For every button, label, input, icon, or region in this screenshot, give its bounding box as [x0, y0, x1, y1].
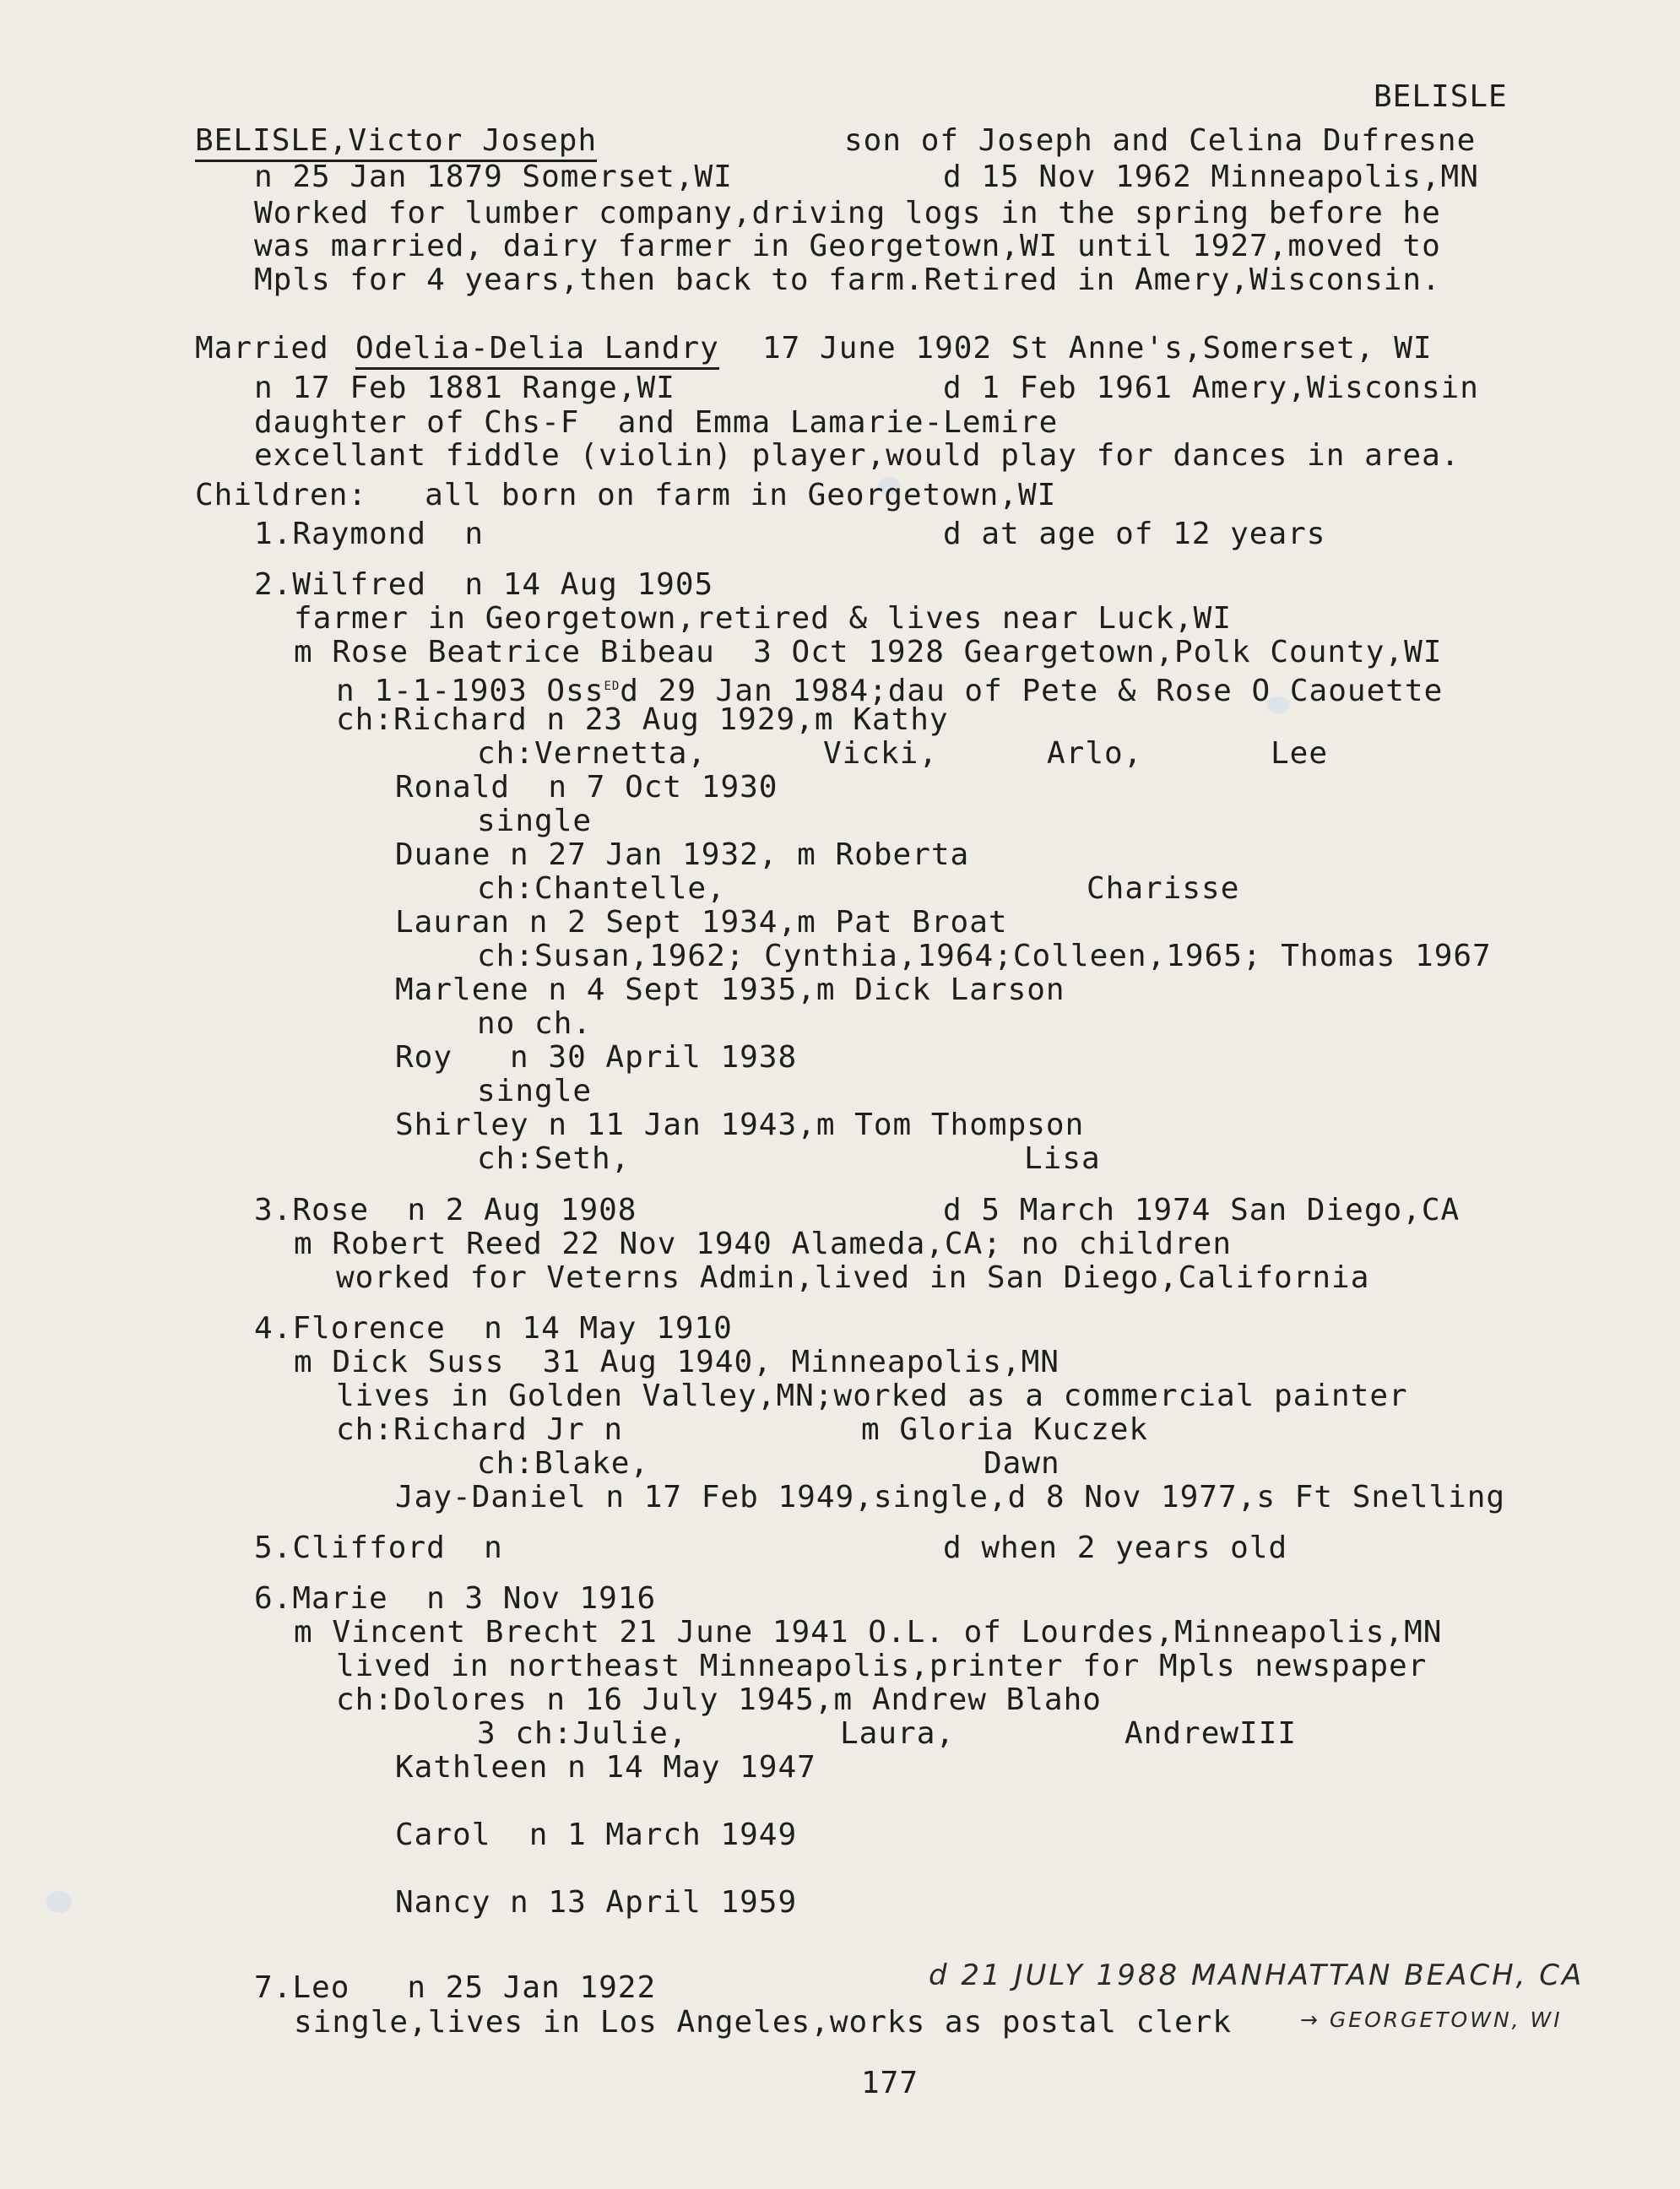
subject-parents: son of Joseph and Celina Dufresne — [844, 123, 1477, 158]
child-6-line: lived in northeast Minneapolis,printer for Mpls newspaper — [336, 1649, 1428, 1683]
subject-bio-line: Mpls for 4 years,then back to farm.Retired in Amery,Wisconsin. — [254, 263, 1441, 297]
grandchildren: Arlo, — [1047, 736, 1143, 771]
child-3: 3.Rose n 2 Aug 1908 — [254, 1193, 637, 1227]
grandchildren: ch:Chantelle, — [477, 871, 726, 906]
grandchildren: Vicki, — [823, 736, 939, 771]
child-4-line: ch:Richard Jr n — [336, 1412, 624, 1447]
page-number: 177 — [861, 2066, 919, 2100]
child-6-line: Carol n 1 March 1949 — [395, 1818, 798, 1852]
spouse-birth: n 17 Feb 1881 Range,WI — [254, 371, 675, 405]
child-4: 4.Florence n 14 May 1910 — [254, 1311, 733, 1346]
child-2-line: Ronald n 7 Oct 1930 — [395, 770, 778, 805]
child-4-line: m Gloria Kuczek — [861, 1412, 1149, 1447]
child-3-death: d 5 March 1974 San Diego,CA — [943, 1193, 1461, 1227]
spouse-name: Odelia-Delia Landry — [355, 332, 719, 370]
child-6-line: m Vincent Brecht 21 June 1941 O.L. of Lourdes,Minneapolis,MN — [294, 1615, 1443, 1650]
child-2-line: m Rose Beatrice Bibeau 3 Oct 1928 Geargetown,Polk County,WI — [294, 635, 1443, 669]
subject-bio-line: was married, dairy farmer in Georgetown,WI until 1927,moved to — [254, 229, 1441, 263]
child-2-birth: n 1-1-1903 Oss — [336, 674, 604, 708]
child-3-line: worked for Veterns Admin,lived in San Diego,California — [336, 1260, 1370, 1295]
children-header: Children: all born on farm in Georgetown,WI — [195, 478, 1057, 512]
subject-birth: n 25 Jan 1879 Somerset,WI — [254, 160, 733, 194]
child-2-line: Duane n 27 Jan 1932, m Roberta — [395, 837, 970, 872]
paper-speck — [46, 1891, 72, 1913]
child-2-line: single — [477, 804, 593, 838]
child-2: 2.Wilfred n 14 Aug 1905 — [254, 567, 714, 602]
grandchildren: Lee — [1271, 736, 1329, 771]
child-4-line: Jay-Daniel n 17 Feb 1949,single,d 8 Nov 1977,s Ft Snelling — [395, 1480, 1506, 1514]
child-5: 5.Clifford n — [254, 1531, 503, 1565]
child-3-line: m Robert Reed 22 Nov 1940 Alameda,CA; no children — [294, 1227, 1233, 1261]
grandchildren: 3 ch:Julie, — [477, 1716, 688, 1751]
child-1: 1.Raymond n — [254, 517, 485, 551]
child-4-line: m Dick Suss 31 Aug 1940, Minneapolis,MN — [294, 1345, 1059, 1379]
child-7: 7.Leo n 25 Jan 1922 — [254, 1970, 657, 2005]
child-6-line: ch:Dolores n 16 July 1945,m Andrew Blaho — [336, 1682, 1102, 1717]
child-2-line: Lauran n 2 Sept 1934,m Pat Broat — [395, 905, 1008, 940]
subject-name: BELISLE,Victor Joseph — [195, 124, 597, 162]
grandchildren: Laura, — [840, 1716, 956, 1751]
handwritten-death-note: d 21 JULY 1988 MANHATTAN BEACH, CA — [929, 1959, 1585, 1992]
child-1-death: d at age of 12 years — [943, 517, 1326, 551]
child-6-line: Kathleen n 14 May 1947 — [395, 1750, 816, 1785]
surname-header: BELISLE — [1374, 79, 1508, 114]
grandchildren: Charisse — [1087, 871, 1240, 906]
child-5-death: d when 2 years old — [943, 1531, 1288, 1565]
grandchildren: ch:Vernetta, — [477, 736, 707, 771]
child-6: 6.Marie n 3 Nov 1916 — [254, 1581, 657, 1616]
grandchildren: ch:Susan,1962; Cynthia,1964;Colleen,1965; Thomas 1967 — [477, 939, 1492, 973]
married-label: Married — [195, 331, 329, 366]
grandchildren: ch:Blake, — [477, 1446, 650, 1481]
child-4-line: lives in Golden Valley,MN;worked as a commercial painter — [336, 1379, 1408, 1413]
subject-death: d 15 Nov 1962 Minneapolis,MN — [943, 160, 1479, 194]
grandchildren: Dawn — [984, 1446, 1060, 1481]
grandchildren: AndrewIII — [1125, 1716, 1298, 1751]
marriage-details: 17 June 1902 St Anne's,Somerset, WI — [762, 331, 1433, 366]
correction-mark: ED — [604, 680, 621, 693]
child-2-line: single — [477, 1074, 593, 1108]
spouse-parents: daughter of Chs-F and Emma Lamarie-Lemire — [254, 405, 1059, 440]
subject-bio-line: Worked for lumber company,driving logs in the spring before he — [254, 196, 1441, 230]
child-2-line: Marlene n 4 Sept 1935,m Dick Larson — [395, 973, 1065, 1007]
handwritten-place-note: → GEORGETOWN, WI — [1300, 2007, 1563, 2032]
child-2-line: farmer in Georgetown,retired & lives near Luck,WI — [294, 601, 1233, 636]
child-2-spouse-death: d 29 Jan 1984;dau of Pete & Rose O Caouette — [620, 674, 1444, 708]
child-2-line: no ch. — [477, 1006, 593, 1041]
child-6-line: Nancy n 13 April 1959 — [395, 1885, 798, 1920]
grandchildren: Lisa — [1024, 1141, 1101, 1176]
spouse-death: d 1 Feb 1961 Amery,Wisconsin — [943, 371, 1479, 405]
spouse-note: excellant fiddle (violin) player,would play for dances in area. — [254, 438, 1461, 473]
child-2-line: Roy n 30 April 1938 — [395, 1040, 798, 1075]
child-7-line: single,lives in Los Angeles,works as postal clerk — [294, 2005, 1233, 2040]
grandchildren: ch:Seth, — [477, 1141, 631, 1176]
child-2-line: Shirley n 11 Jan 1943,m Tom Thompson — [395, 1108, 1085, 1142]
child-2-line: ch:Richard n 23 Aug 1929,m Kathy — [336, 702, 949, 737]
